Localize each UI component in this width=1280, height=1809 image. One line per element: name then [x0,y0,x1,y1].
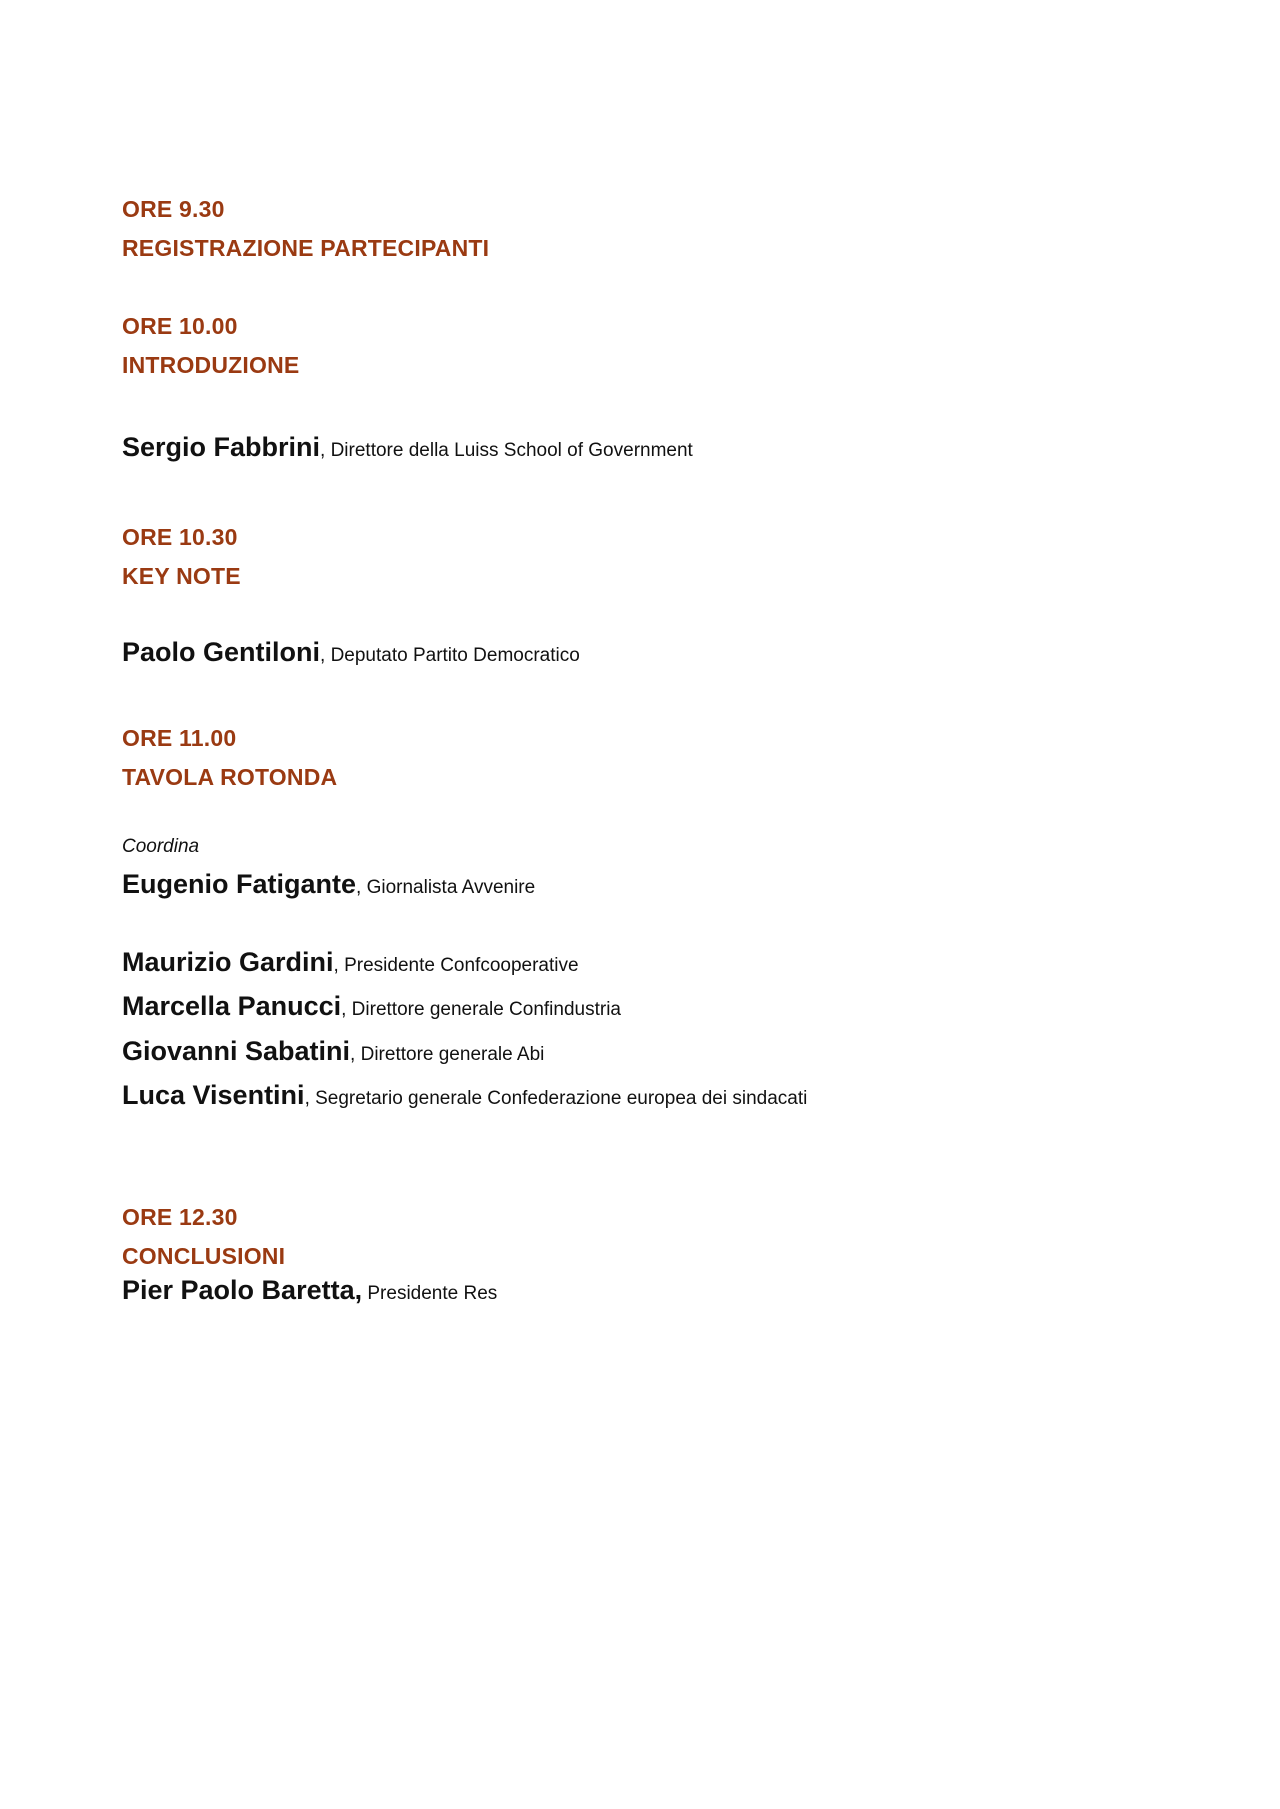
speaker-role: , Deputato Partito Democratico [320,645,580,666]
session-title: KEY NOTE [122,563,241,589]
speaker-role: , Segretario generale Confederazione europea dei sindacati [304,1088,808,1109]
speaker-name: Pier Paolo Baretta, [122,1275,363,1305]
speaker-role: , Giornalista Avvenire [356,877,536,898]
panelist-line [122,1029,544,1077]
session-title: REGISTRAZIONE PARTECIPANTI [122,235,490,261]
speaker-name: Giovanni Sabatini [122,1036,351,1066]
session-title: INTRODUZIONE [122,352,300,378]
speaker-role: , Direttore generale Confindustria [341,999,621,1020]
speaker-role: , Direttore della Luiss School of Government [320,440,693,461]
session-time: ORE 10.30 [122,524,238,550]
speaker-name: Paolo Gentiloni [122,637,321,667]
moderator-line [122,862,535,910]
panelist-line [122,1073,807,1121]
speaker-line [122,1268,497,1316]
speaker-line [122,630,580,678]
moderator-label: Coordina [122,836,200,857]
panelist-line [122,940,579,988]
session-time: ORE 11.00 [122,725,237,751]
speaker-role: , Direttore generale Abi [350,1044,545,1065]
speaker-name: Sergio Fabbrini [122,432,321,462]
speaker-role: Presidente Res [362,1283,498,1304]
session-title: TAVOLA ROTONDA [122,764,338,790]
session-title: CONCLUSIONI [122,1243,286,1269]
speaker-name: Maurizio Gardini [122,947,334,977]
speaker-name: Marcella Panucci [122,991,342,1021]
speaker-role: , Presidente Confcooperative [333,955,579,976]
session-time: ORE 12.30 [122,1204,238,1230]
speaker-line [122,425,693,473]
session-time: ORE 9.30 [122,196,225,222]
speaker-name: Luca Visentini [122,1080,305,1110]
speaker-name: Eugenio Fatigante [122,869,357,899]
panelist-line [122,984,621,1032]
session-time: ORE 10.00 [122,313,238,339]
